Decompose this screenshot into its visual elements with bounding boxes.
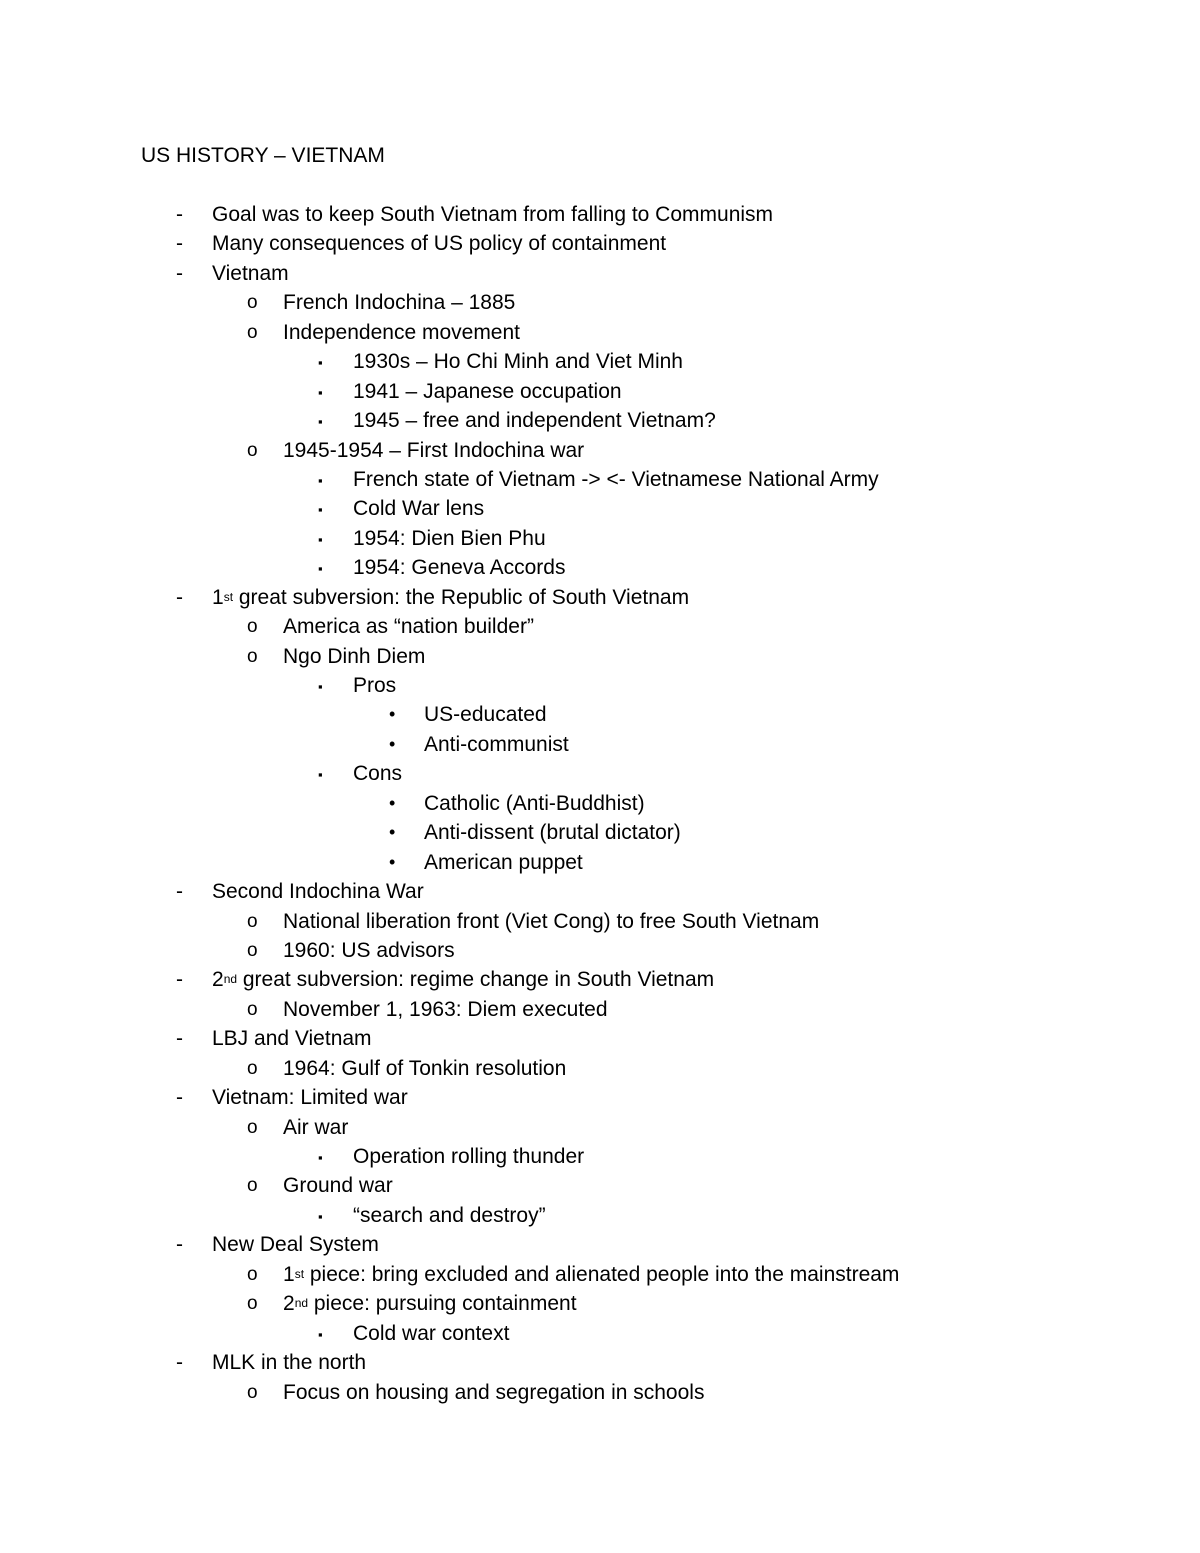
outline-item-level-3 — [0, 377, 1200, 406]
outline-item-level-2 — [0, 936, 1200, 965]
outline-item-level-1 — [0, 1230, 1200, 1259]
dot-bullet-icon: • — [389, 704, 396, 725]
dash-bullet-icon: - — [176, 880, 183, 904]
outline-item-text: Focus on housing and segregation in schools — [283, 1380, 705, 1404]
outline-item-text: New Deal System — [212, 1233, 379, 1257]
square-bullet-icon: ▪ — [318, 502, 323, 518]
outline-item-level-2 — [0, 1289, 1200, 1318]
outline-item-text: Many consequences of US policy of containment — [212, 232, 667, 256]
dash-bullet-icon: - — [176, 1351, 183, 1375]
dash-bullet-icon: - — [176, 585, 183, 609]
dash-bullet-icon: - — [176, 1233, 183, 1257]
outline-list — [0, 200, 1200, 1407]
outline-item-level-3 — [0, 494, 1200, 523]
circle-bullet-icon: o — [247, 645, 258, 667]
circle-bullet-icon: o — [247, 998, 258, 1020]
outline-item-text: Vietnam — [212, 261, 289, 285]
outline-item-text — [212, 965, 714, 994]
item-text: piece: bring excluded and alienated people into the mainstream — [304, 1262, 900, 1286]
circle-bullet-icon: o — [247, 616, 258, 638]
outline-item-text: America as “nation builder” — [283, 615, 534, 639]
outline-item-text: 1954: Dien Bien Phu — [353, 526, 546, 550]
circle-bullet-icon: o — [247, 1263, 258, 1285]
outline-item-text: American puppet — [424, 850, 583, 874]
outline-item-level-4 — [0, 789, 1200, 818]
outline-item-text: LBJ and Vietnam — [212, 1027, 372, 1051]
outline-item-text: “search and destroy” — [353, 1203, 546, 1227]
document-title: US HISTORY – VIETNAM — [141, 144, 385, 167]
outline-item-text: 1964: Gulf of Tonkin resolution — [283, 1056, 567, 1080]
outline-item-text: Anti-dissent (brutal dictator) — [424, 821, 681, 845]
outline-item-level-2 — [0, 318, 1200, 347]
ordinal-number: 2 — [283, 1292, 295, 1316]
circle-bullet-icon: o — [247, 910, 258, 932]
circle-bullet-icon: o — [247, 939, 258, 961]
outline-item-level-2 — [0, 642, 1200, 671]
square-bullet-icon: ▪ — [318, 355, 323, 371]
outline-item-level-3 — [0, 1201, 1200, 1230]
outline-item-text: 1930s – Ho Chi Minh and Viet Minh — [353, 350, 683, 374]
outline-item-level-3 — [0, 1319, 1200, 1348]
dash-bullet-icon: - — [176, 1027, 183, 1051]
dash-bullet-icon: - — [176, 968, 183, 992]
ordinal-number: 1 — [212, 585, 224, 609]
outline-item-level-2 — [0, 1171, 1200, 1200]
ordinal-number: 2 — [212, 968, 224, 992]
dot-bullet-icon: • — [389, 822, 396, 843]
ordinal-suffix: nd — [223, 972, 238, 987]
outline-item-text — [283, 1260, 899, 1289]
outline-item-level-1 — [0, 200, 1200, 229]
outline-item-level-3 — [0, 406, 1200, 435]
square-bullet-icon: ▪ — [318, 679, 323, 694]
outline-item-text: Ngo Dinh Diem — [283, 644, 426, 668]
circle-bullet-icon: o — [247, 1175, 258, 1197]
outline-item-level-3 — [0, 465, 1200, 494]
outline-item-text: November 1, 1963: Diem executed — [283, 997, 608, 1021]
ordinal-number: 1 — [283, 1262, 295, 1286]
outline-item-text: Independence movement — [283, 320, 520, 344]
outline-item-level-3 — [0, 347, 1200, 376]
dash-bullet-icon: - — [176, 232, 183, 256]
outline-item-level-2 — [0, 288, 1200, 317]
outline-item-level-1 — [0, 1348, 1200, 1377]
outline-item-level-2 — [0, 907, 1200, 936]
dash-bullet-icon: - — [176, 1086, 183, 1110]
item-text: great subversion: the Republic of South Vietnam — [233, 585, 690, 609]
outline-item-text: Anti-communist — [424, 732, 569, 756]
outline-item-level-3 — [0, 671, 1200, 700]
outline-item-text: 1954: Geneva Accords — [353, 556, 566, 580]
outline-item-text: 1941 – Japanese occupation — [353, 379, 622, 403]
outline-item-text: 1945-1954 – First Indochina war — [283, 438, 585, 462]
outline-item-level-4 — [0, 818, 1200, 847]
outline-item-level-4 — [0, 700, 1200, 729]
outline-item-level-1 — [0, 877, 1200, 906]
outline-item-level-2 — [0, 1378, 1200, 1407]
square-bullet-icon: ▪ — [318, 414, 323, 430]
outline-item-text: Cons — [353, 762, 403, 786]
circle-bullet-icon: o — [247, 1381, 258, 1403]
item-text: piece: pursuing containment — [308, 1292, 577, 1316]
outline-item-level-1 — [0, 229, 1200, 258]
outline-item-level-2 — [0, 1260, 1200, 1289]
square-bullet-icon: ▪ — [318, 472, 323, 488]
dot-bullet-icon: • — [389, 792, 396, 813]
outline-item-text: Air war — [283, 1115, 349, 1139]
outline-item-text: 1945 – free and independent Vietnam? — [353, 409, 716, 433]
square-bullet-icon: ▪ — [318, 1326, 323, 1342]
circle-bullet-icon: o — [247, 292, 258, 314]
circle-bullet-icon: o — [247, 1057, 258, 1079]
outline-item-level-1 — [0, 259, 1200, 288]
square-bullet-icon: ▪ — [318, 1208, 323, 1224]
outline-item-level-2 — [0, 995, 1200, 1024]
dot-bullet-icon: • — [389, 733, 396, 754]
dash-bullet-icon: - — [176, 261, 183, 285]
outline-item-text: Cold war context — [353, 1321, 510, 1345]
outline-item-level-2 — [0, 612, 1200, 641]
ordinal-suffix: st — [223, 589, 234, 604]
outline-item-text: Cold War lens — [353, 497, 485, 521]
square-bullet-icon: ▪ — [318, 531, 323, 547]
outline-item-level-3 — [0, 524, 1200, 553]
square-bullet-icon: ▪ — [318, 1150, 323, 1165]
outline-item-text: French Indochina – 1885 — [283, 291, 516, 315]
outline-item-text: Catholic (Anti-Buddhist) — [424, 791, 645, 815]
circle-bullet-icon: o — [247, 439, 258, 461]
item-text: great subversion: regime change in South Vietnam — [237, 968, 715, 992]
ordinal-suffix: nd — [294, 1296, 309, 1311]
outline-item-level-3 — [0, 1142, 1200, 1171]
outline-item-text: Pros — [353, 674, 397, 697]
outline-item-text — [283, 1289, 577, 1318]
outline-item-level-1 — [0, 1083, 1200, 1112]
outline-item-text: National liberation front (Viet Cong) to free South Vietnam — [283, 909, 820, 933]
outline-item-text: Goal was to keep South Vietnam from falling to Communism — [212, 203, 774, 226]
outline-item-text: French state of Vietnam -> <- Vietnamese National Army — [353, 467, 879, 491]
circle-bullet-icon: o — [247, 1116, 258, 1138]
outline-item-text: US-educated — [424, 703, 547, 727]
outline-item-level-1 — [0, 1024, 1200, 1053]
outline-item-text: MLK in the north — [212, 1351, 367, 1375]
outline-item-text: Operation rolling thunder — [353, 1145, 585, 1168]
outline-item-text — [212, 583, 689, 612]
outline-item-text: Second Indochina War — [212, 880, 424, 904]
outline-item-level-2 — [0, 436, 1200, 465]
dash-bullet-icon: - — [176, 203, 183, 226]
circle-bullet-icon: o — [247, 1293, 258, 1315]
outline-item-text: 1960: US advisors — [283, 938, 455, 962]
outline-item-text: Ground war — [283, 1174, 393, 1198]
outline-item-level-1 — [0, 583, 1200, 612]
outline-item-level-4 — [0, 848, 1200, 877]
outline-item-level-3 — [0, 553, 1200, 582]
outline-item-level-2 — [0, 1113, 1200, 1142]
square-bullet-icon: ▪ — [318, 767, 323, 783]
circle-bullet-icon: o — [247, 321, 258, 343]
square-bullet-icon: ▪ — [318, 561, 323, 577]
dot-bullet-icon: • — [389, 851, 396, 872]
square-bullet-icon: ▪ — [318, 384, 323, 400]
outline-item-text: Vietnam: Limited war — [212, 1086, 408, 1110]
outline-item-level-2 — [0, 1054, 1200, 1083]
outline-item-level-1 — [0, 965, 1200, 994]
outline-item-level-4 — [0, 730, 1200, 759]
ordinal-suffix: st — [294, 1266, 305, 1281]
outline-item-level-3 — [0, 759, 1200, 788]
